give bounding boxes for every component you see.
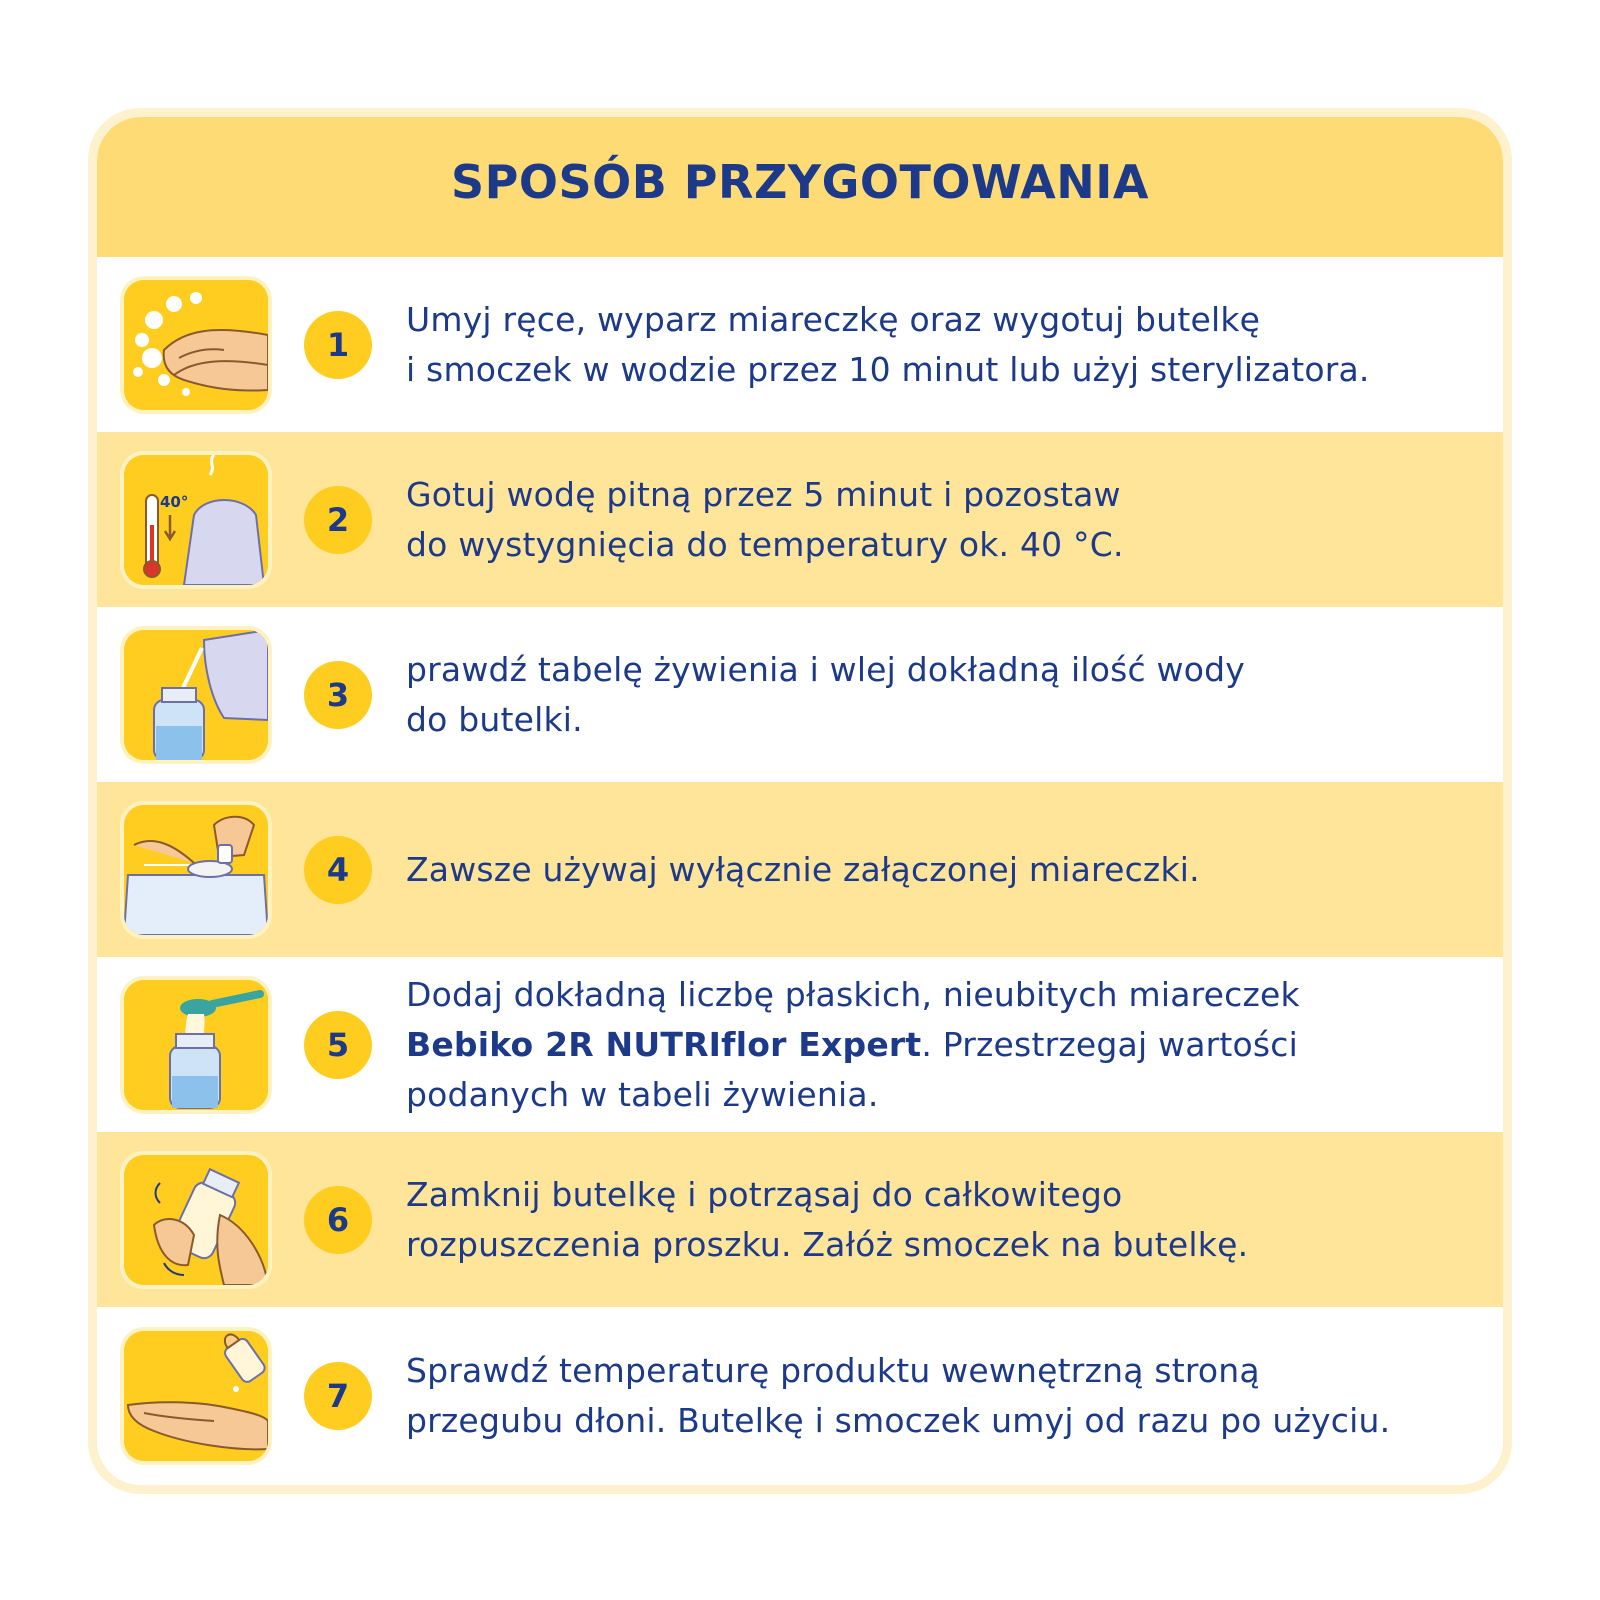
step-row-7: [97, 1307, 1503, 1485]
step-row-5: [97, 957, 1503, 1132]
step-text: [406, 845, 1493, 895]
product-name: Bebiko 2R NUTRIflor Expert: [406, 1024, 922, 1064]
measuring-scoop-icon: [124, 805, 268, 935]
step-text-line: Zawsze używaj wyłącznie załączonej miareczki.: [406, 849, 1200, 889]
page-title: SPOSÓB PRZYGOTOWANIA: [451, 155, 1149, 209]
step-number-badge: 7: [304, 1362, 372, 1430]
step-text: [406, 1170, 1493, 1270]
step-text: [406, 645, 1493, 745]
step-text-line: przegubu dłoni. Butelkę i smoczek umyj od razu po użyciu.: [406, 1401, 1391, 1440]
step-row-6: [97, 1132, 1503, 1307]
step-text: [406, 295, 1493, 395]
step-text: [406, 970, 1493, 1120]
step-text-line: Sprawdź temperaturę produktu wewnętrzną stroną: [406, 1351, 1260, 1390]
step-row-2: [97, 432, 1503, 607]
step-text-line: Umyj ręce, wyparz miareczkę oraz wygotuj butelkę: [406, 299, 1261, 339]
step-text-line: i smoczek w wodzie przez 10 minut lub użyj sterylizatora.: [406, 349, 1370, 389]
step-text: [406, 1346, 1493, 1446]
step-number-badge: 2: [304, 486, 372, 554]
hand-washing-icon: [124, 280, 268, 410]
pouring-water-icon: [124, 630, 268, 760]
step-text-fragment: . Przestrzegaj wartości: [921, 1024, 1299, 1064]
step-text-line: prawdź tabelę żywienia i wlej dokładną ilość wody: [406, 649, 1245, 689]
shaking-bottle-icon: [124, 1155, 268, 1285]
step-text-line: Zamknij butelkę i potrząsaj do całkowitego: [406, 1174, 1123, 1214]
step-text-line: Gotuj wodę pitną przez 5 minut i pozostaw: [406, 474, 1121, 514]
step-text-line: [406, 1020, 1493, 1070]
step-text-line: do butelki.: [406, 699, 583, 739]
header: [97, 117, 1503, 257]
step-number-badge: 3: [304, 661, 372, 729]
step-text-line: do wystygnięcia do temperatury ok. 40 °C.: [406, 524, 1124, 564]
step-text-line: Dodaj dokładną liczbę płaskich, nieubitych miareczek: [406, 974, 1300, 1014]
step-text: [406, 470, 1493, 570]
instructions-card-inner: [97, 117, 1503, 1485]
step-row-3: [97, 607, 1503, 782]
step-number-badge: 4: [304, 836, 372, 904]
step-number-badge: 6: [304, 1186, 372, 1254]
step-row-1: [97, 257, 1503, 432]
wrist-temperature-check-icon: [124, 1331, 268, 1461]
step-number-badge: 5: [304, 1011, 372, 1079]
step-row-4: [97, 782, 1503, 957]
step-text-line: rozpuszczenia proszku. Załóż smoczek na butelkę.: [406, 1224, 1249, 1264]
kettle-thermometer-icon: [124, 455, 268, 585]
adding-powder-icon: [124, 980, 268, 1110]
step-number-badge: 1: [304, 311, 372, 379]
thermometer-label: 40°: [160, 492, 189, 511]
instructions-card: [88, 108, 1512, 1494]
step-text-line: podanych w tabeli żywienia.: [406, 1074, 879, 1114]
